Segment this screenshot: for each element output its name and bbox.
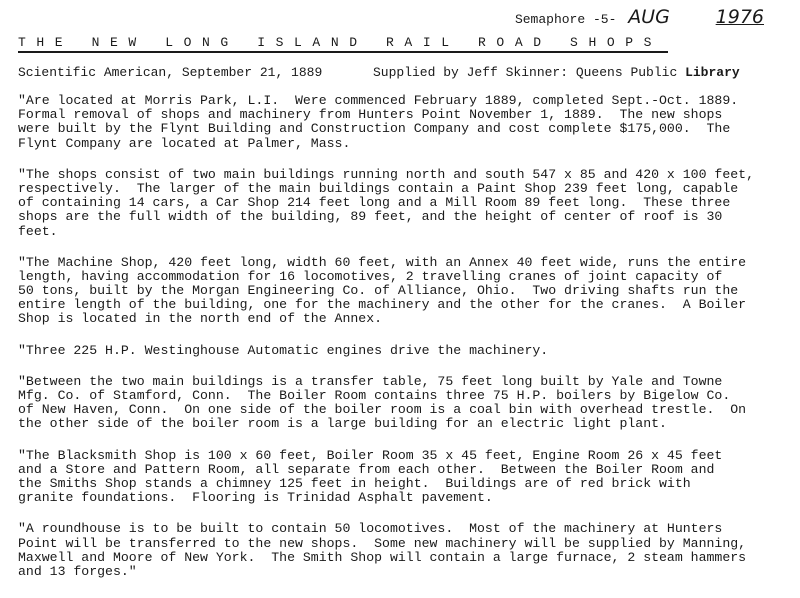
paragraph: [18, 344, 788, 358]
text-line: "The shops consist of two main buildings running north and south 547 x 85 and 420 x 100 feet,: [18, 166, 754, 182]
paragraph: [18, 168, 788, 239]
text-line: of containing 14 cars, a Car Shop 214 feet long and a Mill Room 89 feet long. These three: [18, 195, 731, 211]
text-line: length, having accommodation for 16 locomotives, 2 travelling cranes of joint capacity of: [18, 268, 723, 284]
paragraph: [18, 522, 788, 579]
text-line: the other side of the boiler room is a large building for an electric light plant.: [18, 416, 667, 432]
text-line: "A roundhouse is to be built to contain 50 locomotives. Most of the machinery at Hunters: [18, 521, 723, 537]
text-line: and a Store and Pattern Room, all separate from each other. Between the Boiler Room and: [18, 461, 715, 477]
supplier-library: Library: [685, 65, 740, 80]
year-stamp: 1976: [715, 6, 764, 28]
text-line: "The Machine Shop, 420 feet long, width 60 feet, with an Annex 40 feet wide, runs the entire: [18, 254, 747, 270]
source-line: [18, 65, 788, 80]
paragraph: [18, 449, 788, 506]
supplier-credit: [373, 65, 740, 80]
citation: Scientific American, September 21, 1889: [18, 65, 323, 80]
text-line: Maxwell and Moore of New York. The Smith Shop will contain a large furnace, 2 steam hammers: [18, 549, 747, 565]
supplier-text: Supplied by Jeff Skinner: Queens Public: [373, 65, 678, 80]
article-title: THE NEW LONG ISLAND RAIL ROAD SHOPS: [18, 35, 668, 53]
text-line: Formal removal of shops and machinery from Hunters Point November 1, 1889. The new shops: [18, 107, 723, 123]
paragraph: [18, 256, 788, 327]
text-line: "The Blacksmith Shop is 100 x 60 feet, Boiler Room 35 x 45 feet, Engine Room 26 x 45 feet: [18, 447, 723, 463]
text-line: of New Haven, Conn. On one side of the boiler room is a coal bin with overhead trestle. On: [18, 402, 747, 418]
text-line: "Between the two main buildings is a transfer table, 75 feet long built by Yale and Towne: [18, 373, 723, 389]
text-line: 50 tons, built by the Morgan Engineering Co. of Alliance, Ohio. Two driving shafts run the: [18, 283, 739, 299]
text-line: respectively. The larger of the main buildings contain a Paint Shop 239 feet long, capable: [18, 180, 739, 196]
text-line: granite foundations. Flooring is Trinidad Asphalt pavement.: [18, 490, 493, 506]
article-body: [18, 94, 788, 596]
text-line: "Three 225 H.P. Westinghouse Automatic engines drive the machinery.: [18, 342, 549, 358]
text-line: entire length of the building, one for the machinery and the other for the cranes. A Boiler: [18, 297, 747, 313]
month-stamp: AUG: [628, 6, 670, 28]
text-line: "Are located at Morris Park, L.I. Were commenced February 1889, completed Sept.-Oct. 1889.: [18, 93, 739, 108]
paragraph: [18, 375, 788, 432]
text-line: Mfg. Co. of Stamford, Conn. The Boiler Room contains three 75 H.P. boilers by Bigelow Co.: [18, 388, 731, 403]
text-line: Shop is located in the north end of the Annex.: [18, 311, 383, 327]
text-line: feet.: [18, 223, 58, 239]
text-line: Flynt Company are located at Palmer, Mass.: [18, 135, 351, 151]
text-line: were built by the Flynt Building and Construction Company and cost complete $175,000. The: [18, 121, 731, 137]
text-line: shops are the full width of the building, 89 feet, and the height of center of roof is 30: [18, 209, 723, 225]
page-header: [515, 6, 764, 28]
publication-label: Semaphore -5-: [514, 12, 617, 27]
text-line: the Smiths Shop stands a chimney 125 feet in height. Buildings are of red brick with: [18, 475, 691, 491]
text-line: and 13 forges.": [18, 563, 137, 579]
paragraph: [18, 94, 788, 151]
text-line: Point will be transferred to the new shops. Some new machinery will be supplied by Manning,: [18, 535, 747, 551]
